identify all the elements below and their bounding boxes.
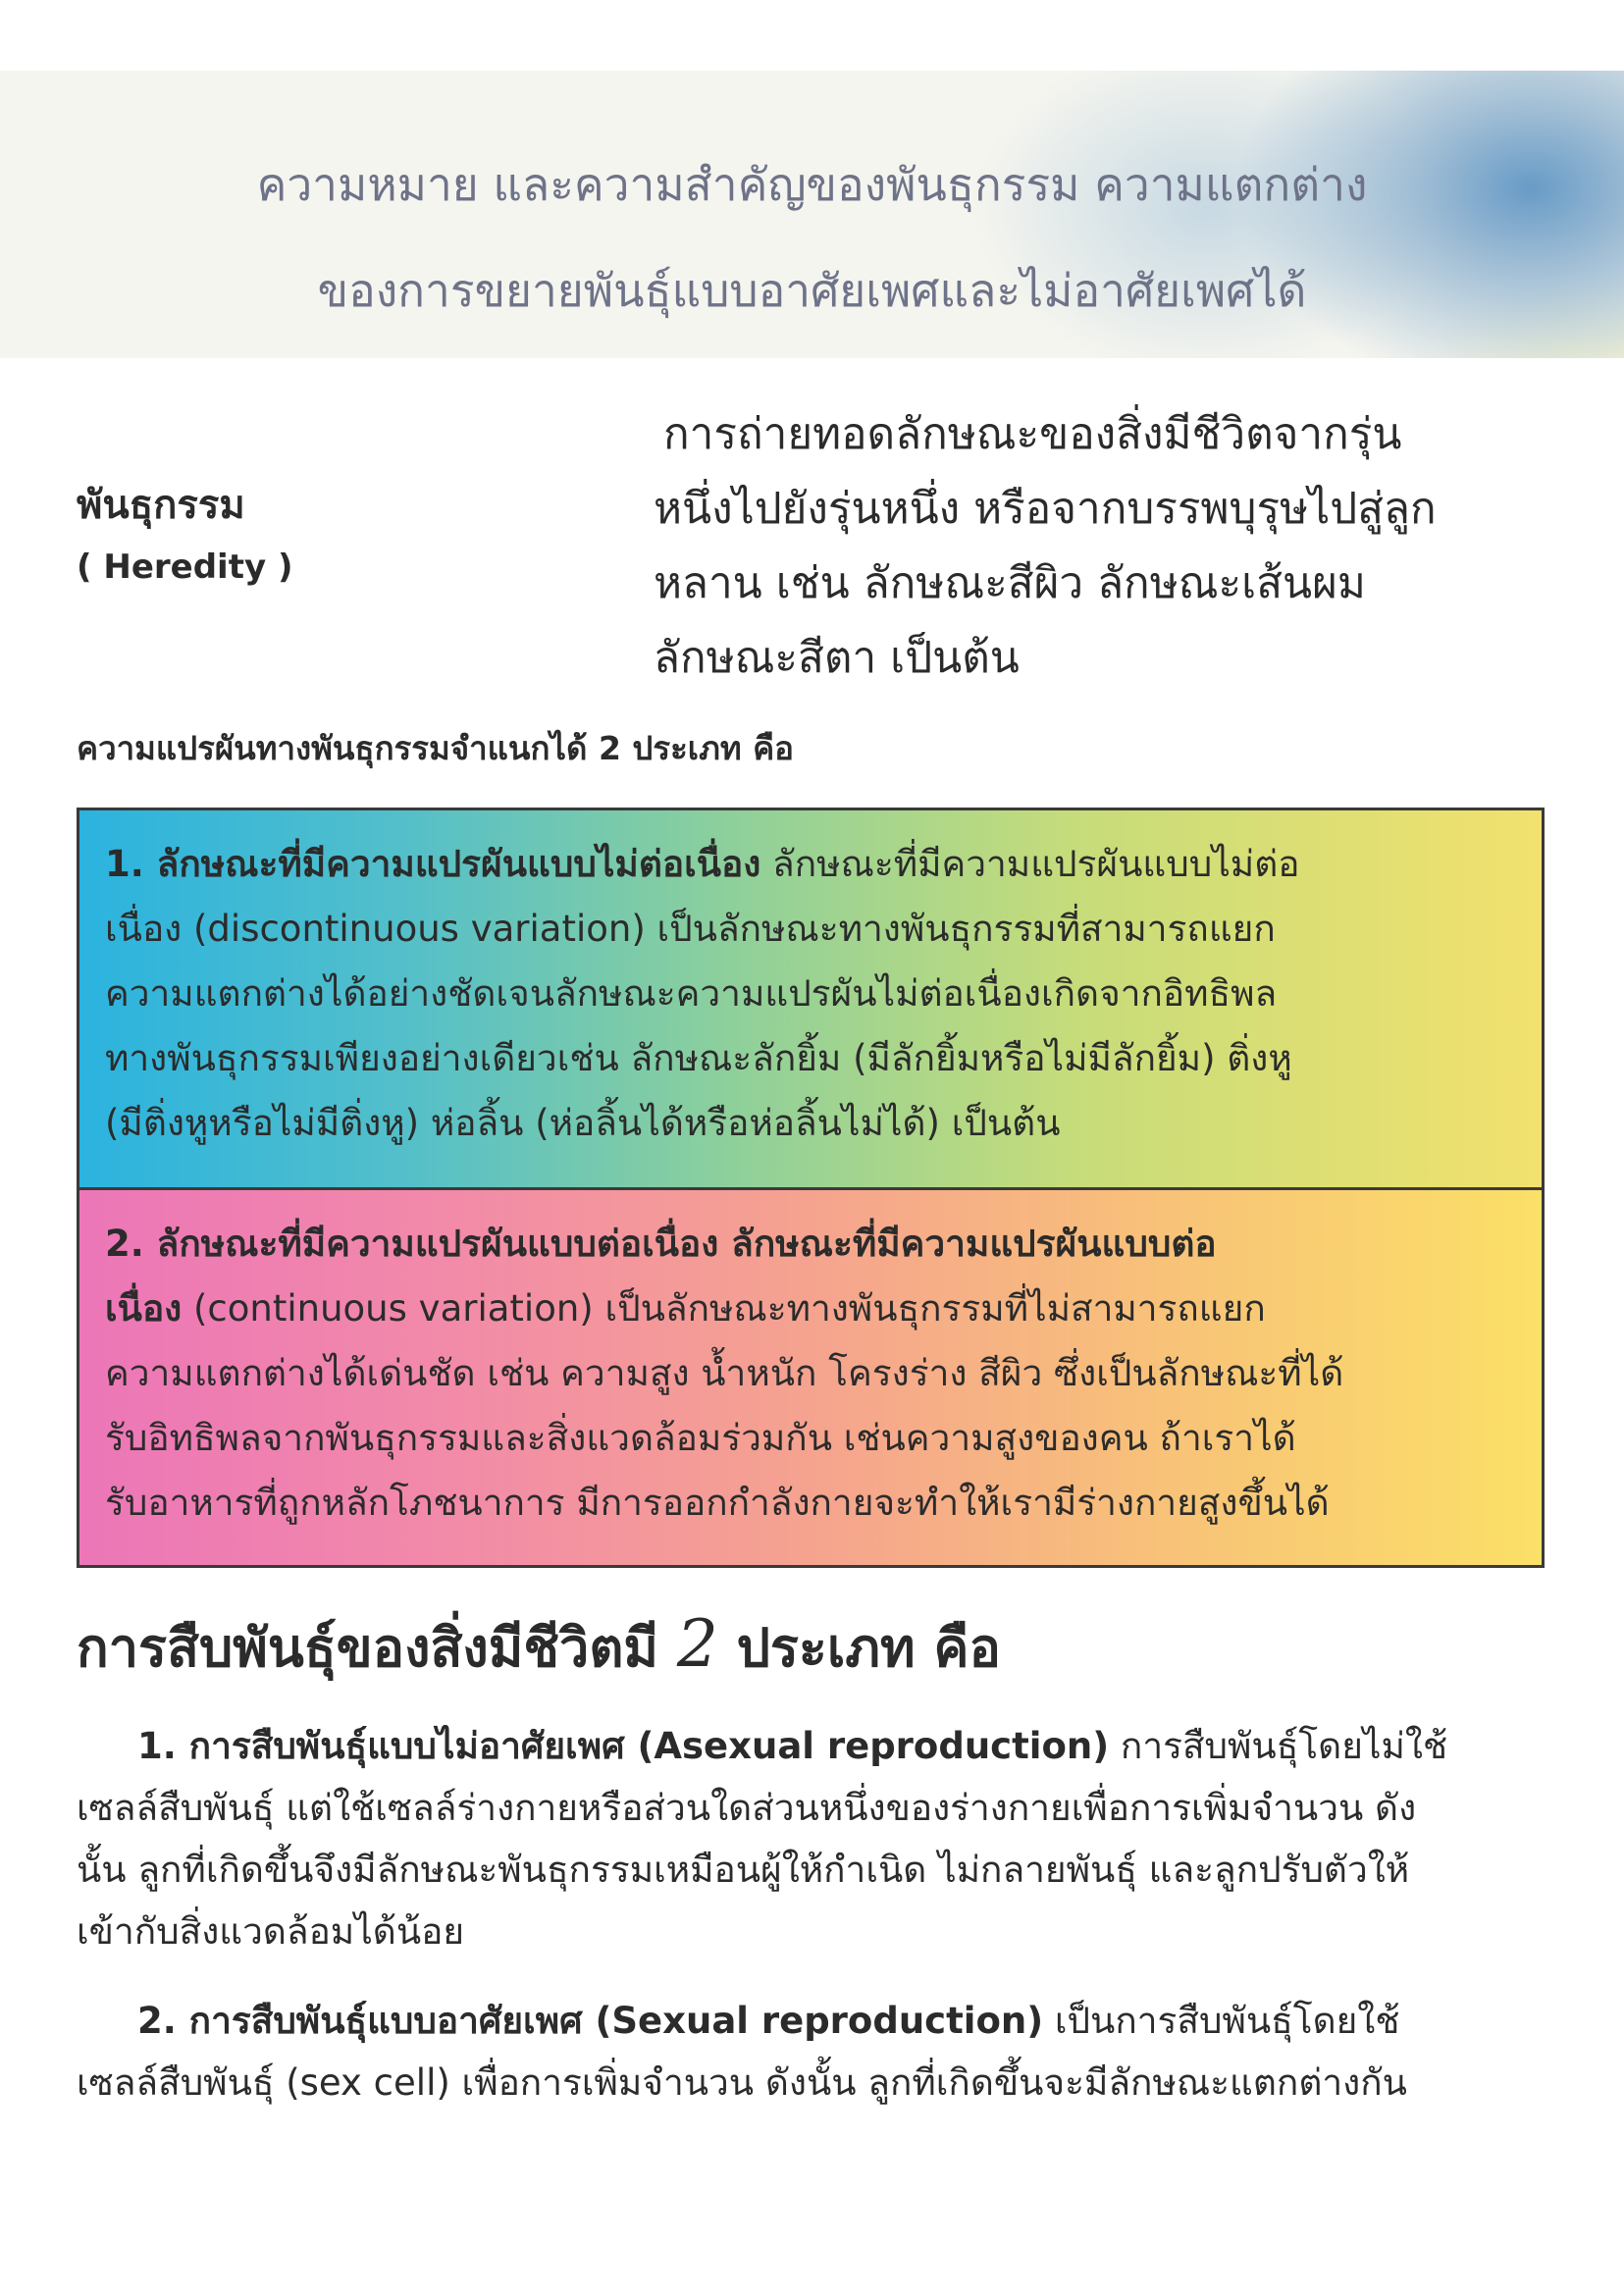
heredity-term-english: ( Heredity ) [77,548,293,587]
paragraph-text: เป็นการสืบพันธุ์โดยใช้ [1043,2000,1400,2042]
page-title [0,131,1624,343]
paragraph-line: นั้น ลูกที่เกิดขึ้นจึงมีลักษณะพันธุกรรมเหมือนผู้ให้กำเนิด ไม่กลายพันธุ์ และลูกปรับตัวให้ [77,1849,1410,1891]
continuous-title-end: เนื่อง [105,1287,183,1330]
box-line: รับอาหารที่ถูกหลักโภชนาการ มีการออกกำลังกายจะทำให้เรามีร่างกายสูงขึ้นได้ [105,1482,1330,1524]
box-line: ทางพันธุกรรมเพียงอย่างเดียวเช่น ลักษณะลักยิ้ม (มีลักยิ้มหรือไม่มีลักยิ้ม) ติ่งหู [105,1037,1292,1079]
continuous-variation-box [77,1187,1545,1568]
heredity-definition [654,397,1566,696]
continuous-title: 2. ลักษณะที่มีความแปรผันแบบต่อเนื่อง ลักษณะที่มีความแปรผันแบบต่อ [105,1223,1217,1265]
reproduction-heading-number: 2 [676,1606,718,1682]
reproduction-heading-text: ประเภท คือ [717,1617,1001,1679]
paragraph-text: การสืบพันธุ์โดยไม่ใช้ [1109,1725,1448,1767]
discontinuous-variation-box [77,808,1545,1190]
box-line: (มีติ่งหูหรือไม่มีติ่งหู) ห่อลิ้น (ห่อลิ้นได้หรือห่อลิ้นไม่ได้) เป็นต้น [105,1102,1061,1144]
header-banner [0,71,1624,358]
box-text: ลักษณะที่มีความแปรผันแบบไม่ต่อ [760,843,1300,885]
sexual-title: 2. การสืบพันธุ์แบบอาศัยเพศ (Sexual reproduction) [137,2000,1044,2042]
page-title-line: ของการขยายพันธุ์แบบอาศัยเพศและไม่อาศัยเพศได้ [317,264,1307,317]
definition-line: ลักษณะสีตา เป็นต้น [654,633,1020,683]
variation-heading: ความแปรผันทางพันธุกรรมจำแนกได้ 2 ประเภท คือ [77,729,794,767]
box-line: ความแตกต่างได้เด่นชัด เช่น ความสูง น้ำหนัก โครงร่าง สีผิว ซึ่งเป็นลักษณะที่ได้ [105,1352,1344,1394]
box-text: (continuous variation) เป็นลักษณะทางพันธุกรรมที่ไม่สามารถแยก [182,1287,1266,1330]
reproduction-heading-text: การสืบพันธุ์ของสิ่งมีชีวิตมี [77,1617,677,1679]
paragraph-line: เซลล์สืบพันธุ์ (sex cell) เพื่อการเพิ่มจำนวน ดังนั้น ลูกที่เกิดขึ้นจะมีลักษณะแตกต่างกัน [77,2061,1407,2104]
sexual-reproduction-paragraph [77,1990,1545,2113]
definition-line: หลาน เช่น ลักษณะสีผิว ลักษณะเส้นผม [654,558,1366,608]
box-line: เนื่อง (discontinuous variation) เป็นลักษณะทางพันธุกรรมที่สามารถแยก [105,908,1276,950]
box-line: รับอิทธิพลจากพันธุกรรมและสิ่งแวดล้อมร่วมกัน เช่นความสูงของคน ถ้าเราได้ [105,1417,1296,1459]
box-line [105,1212,1516,1277]
asexual-title: 1. การสืบพันธุ์แบบไม่อาศัยเพศ (Asexual reproduction) [137,1725,1110,1767]
box-line: ความแตกต่างได้อย่างชัดเจนลักษณะความแปรผันไม่ต่อเนื่องเกิดจากอิทธิพล [105,972,1278,1015]
box-line [105,832,1516,897]
discontinuous-title: 1. ลักษณะที่มีความแปรผันแบบไม่ต่อเนื่อง [105,843,761,885]
paragraph-line [77,1715,1545,1777]
box-line [105,1277,1516,1341]
paragraph-line [77,1990,1545,2052]
page-title-line: ความหมาย และความสำคัญของพันธุกรรม ความแตกต่าง [256,158,1368,211]
paragraph-line: เข้ากับสิ่งแวดล้อมได้น้อย [77,1910,465,1953]
heredity-term: พันธุกรรม [77,483,245,528]
reproduction-heading [77,1605,1001,1690]
paragraph-line: เซลล์สืบพันธุ์ แต่ใช้เซลล์ร่างกายหรือส่วนใดส่วนหนึ่งของร่างกายเพื่อการเพิ่มจำนวน ดัง [77,1787,1417,1829]
definition-line: การถ่ายทอดลักษณะของสิ่งมีชีวิตจากรุ่น [663,409,1402,459]
asexual-reproduction-paragraph [77,1715,1545,1962]
definition-line: หนึ่งไปยังรุ่นหนึ่ง หรือจากบรรพบุรุษไปสู่ลูก [654,484,1437,534]
